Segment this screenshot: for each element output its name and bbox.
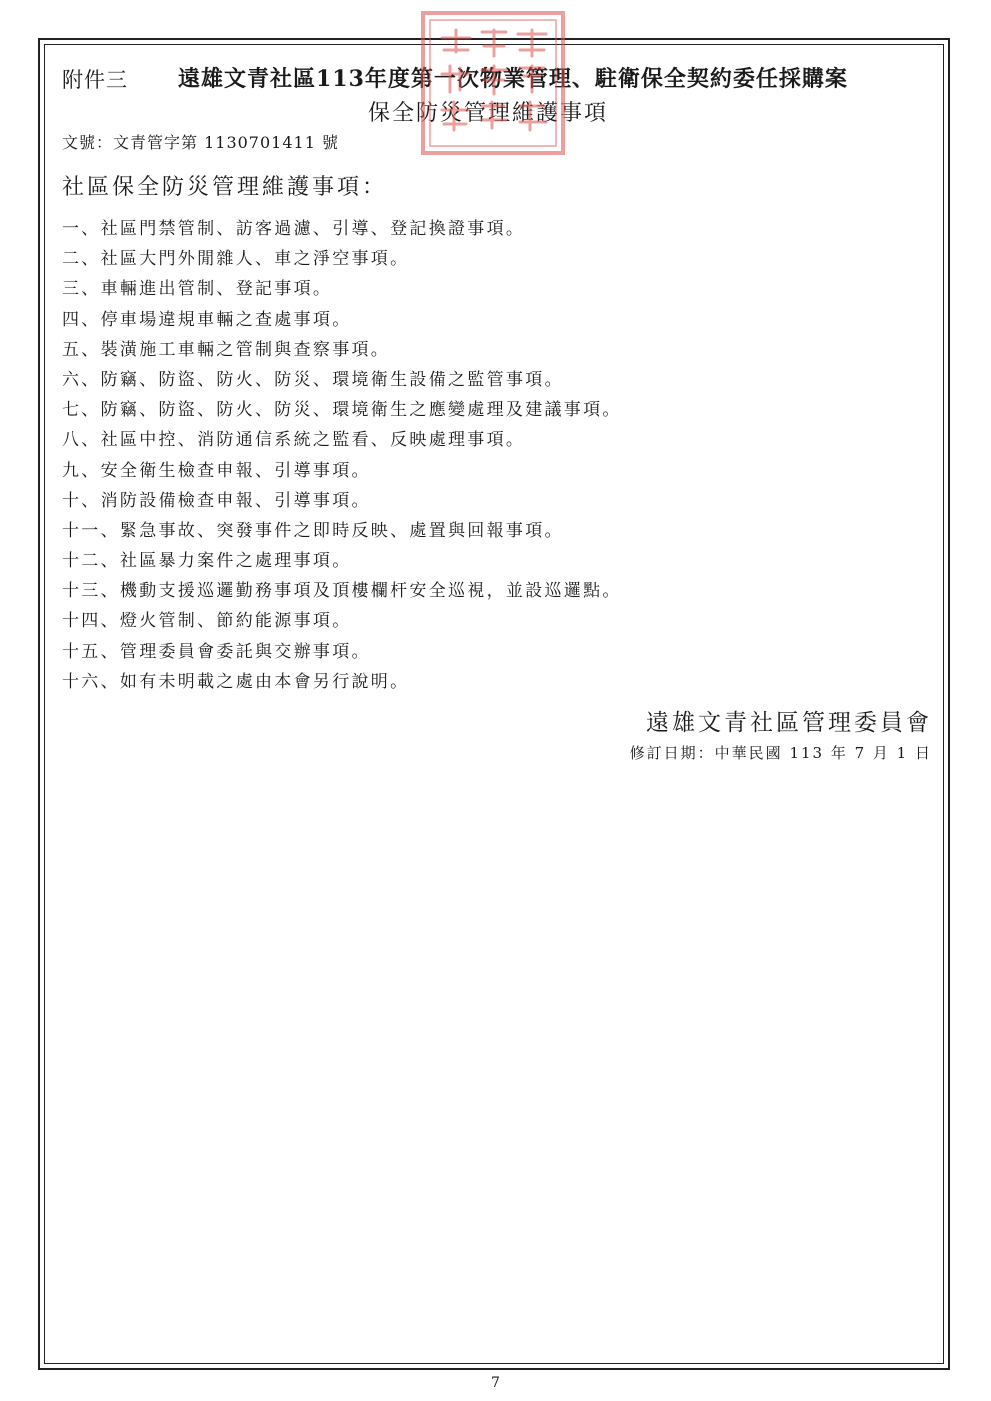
list-item: 三、車輛進出管制、登記事項。 (62, 279, 333, 300)
list-item: 一、社區門禁管制、訪客過濾、引導、登記換證事項。 (62, 219, 526, 239)
attachment-label: 附件三 (62, 68, 128, 92)
list-item: 八、社區中控、消防通信系統之監看、反映處理事項。 (62, 430, 526, 451)
list-item: 十六、如有未明載之處由本會另行說明。 (62, 671, 410, 692)
list-item: 七、防竊、防盜、防火、防災、環境衛生之應變處理及建議事項。 (62, 400, 622, 421)
document-subtitle: 保全防災管理維護事項 (368, 101, 609, 126)
list-item: 十、消防設備檢查申報、引導事項。 (62, 490, 371, 511)
list-item: 十三、機動支援巡邏勤務事項及頂樓欄杆安全巡視，並設巡邏點。 (62, 581, 622, 602)
list-item: 四、停車場違規車輛之查處事項。 (62, 309, 352, 330)
page-number: 7 (491, 1375, 500, 1391)
list-item: 十二、社區暴力案件之處理事項。 (62, 551, 352, 572)
section-heading: 社區保全防災管理維護事項： (62, 175, 388, 200)
red-seal-stamp-icon (420, 10, 566, 156)
list-item: 十一、緊急事故、突發事件之即時反映、處置與回報事項。 (62, 520, 564, 541)
document-title: 遠雄文青社區113年度第一次物業管理、駐衛保全契約委任採購案 (178, 66, 848, 92)
committee-signature: 遠雄文青社區管理委員會 (646, 710, 932, 736)
list-item: 十五、管理委員會委託與交辦事項。 (62, 641, 371, 662)
revision-date: 修訂日期：中華民國 113 年 7 月 1 日 (629, 744, 932, 762)
item-list (62, 218, 622, 701)
list-item: 九、安全衛生檢查申報、引導事項。 (62, 460, 371, 481)
list-item: 五、裝潢施工車輛之管制與查察事項。 (62, 339, 391, 360)
document-number: 文號：文青管字第 1130701411 號 (62, 133, 339, 152)
list-item: 十四、燈火管制、節約能源事項。 (62, 611, 352, 632)
list-item: 二、社區大門外閒雜人、車之淨空事項。 (62, 249, 410, 270)
list-item: 六、防竊、防盜、防火、防災、環境衛生設備之監管事項。 (62, 369, 564, 390)
